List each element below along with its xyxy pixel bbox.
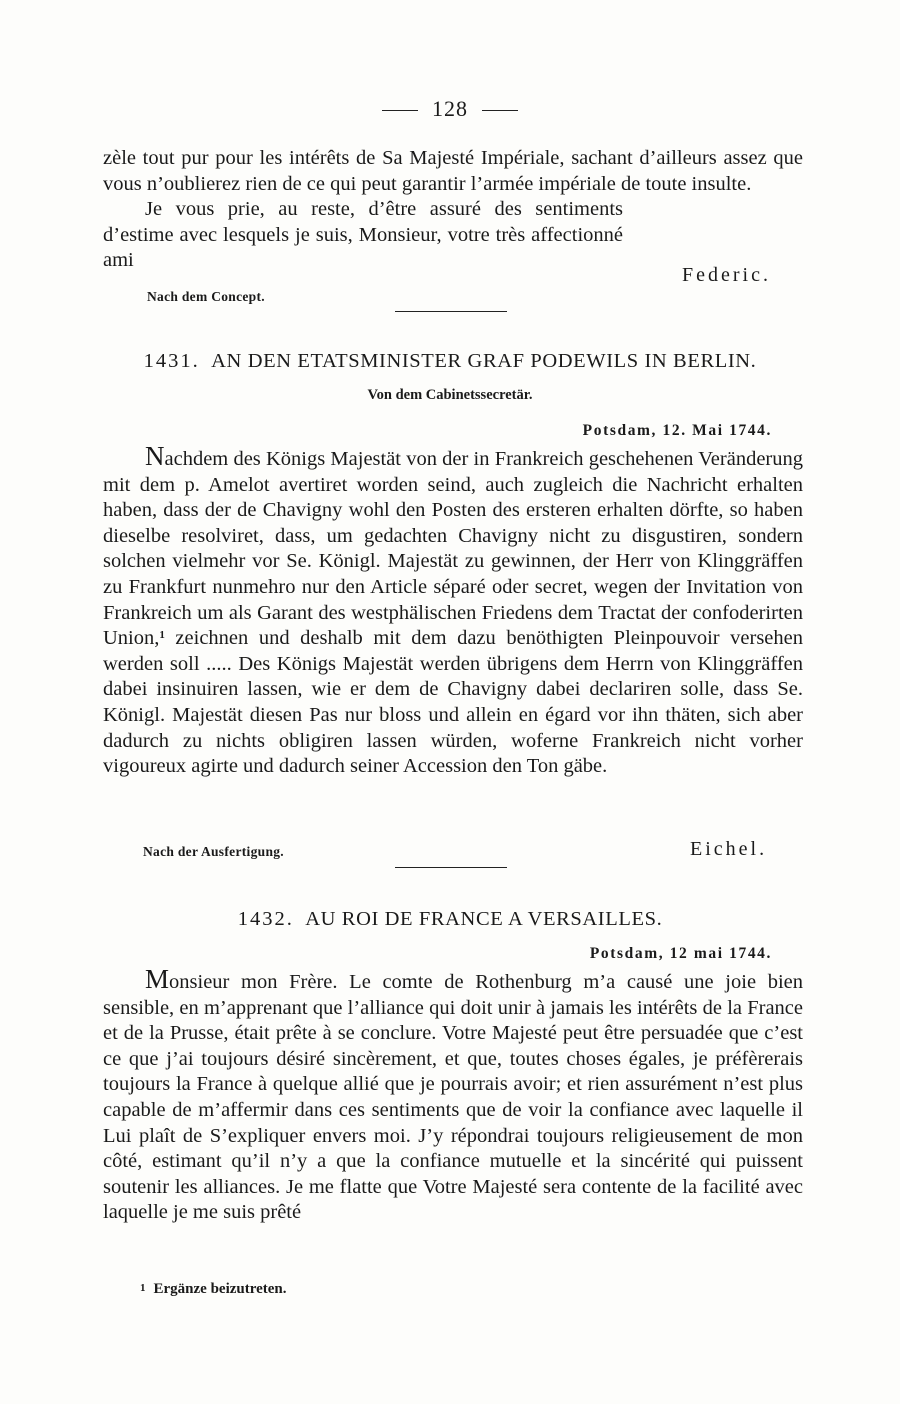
page-number: 128: [0, 96, 900, 122]
letter-1431-body: [103, 441, 803, 780]
section-divider-1: [395, 311, 507, 312]
page-number-dash-right: [482, 110, 518, 111]
letter-1432-body: [103, 964, 803, 1226]
section-divider-2: [395, 867, 507, 868]
letter-1432-number: 1432.: [237, 908, 294, 930]
letter-1432-dateline: Potsdam, 12 mai 1744.: [589, 945, 772, 962]
letter-1431-number: 1431.: [143, 350, 200, 372]
footnote: [140, 1281, 287, 1298]
letter-1432-title: AU ROI DE FRANCE A VERSAILLES.: [305, 908, 663, 930]
page-number-dash-left: [382, 110, 418, 111]
letter-1431-initial: N: [145, 441, 165, 471]
footnote-mark: 1: [140, 1282, 146, 1294]
letter-1430-para-2: Je vous prie, au reste, d’être assuré des sentiments d’estime avec lesquels je suis, Monsieur, votre très affectionné ami: [103, 198, 623, 272]
letter-1430-para-1: zèle tout pur pour les intérêts de Sa Majesté Impériale, sachant d’ailleurs assez que vous n’oublierez rien de ce qui peut garantir l’armée impériale de toute insulte.: [103, 147, 803, 195]
footnote-text: Ergänze beizutreten.: [153, 1281, 287, 1297]
letter-1431-signature: Eichel.: [690, 838, 768, 860]
letter-1432-body-text: onsieur mon Frère. Le comte de Rothenburg m’a causé une joie bien sensible, en m’apprenant que l’alliance qui doit unir à jamais les intérêts de la France et de la Prusse, était prête à se conclure. Votre Majesté peut être persuadée que c’est ce que j’ai toujours désiré sincèrement, et que, toutes choses égales, je préfèrerais toujours la France à quelque allié que je pourrais avoir; et rien assurément n’est plus capable de m’affermir dans ces sentiments que de voir la confiance avec laquelle il Lui plaît de S’expliquer envers moi. J’y répondrai toujours religieusement de mon côté, estimant qu’il n’y a que la confiance mutuelle et la sincérité qui puissent soutenir les alliances. Je me flatte que Votre Majesté sera contente de la facilité avec laquelle je me suis prêté: [103, 971, 803, 1224]
footnote-reference: 1: [159, 629, 165, 642]
letter-1430-source-note: Nach dem Concept.: [147, 289, 265, 304]
letter-1432-initial: M: [145, 964, 170, 994]
letter-1431-heading: [0, 350, 900, 373]
letter-1430-signature: Federic.: [682, 264, 771, 286]
letter-1431-title: AN DEN ETATSMINISTER GRAF PODEWILS IN BERLIN.: [211, 350, 757, 372]
letter-1431-body-a: achdem des Königs Majestät von der in Frankreich geschehenen Veränderung mit dem p. Amelot avertiret worden seind, auch zugleich die Nachricht erhalten haben, dass der de Chavigny wohl den Posten des ersteren erhalten dörfte, so haben dieselbe resolviret, dass, um gedachten Chavigny nicht zu disgustiren, sondern solchen vielmehr vor Se. Königl. Majestät zu gewinnen, der Herr von Klinggräffen zu Frankfurt nunmehro nur den Article séparé oder secret, wegen der Invitation von Frankreich um als Garant des westphälischen Friedens dem Tractat der confoderirten Union,: [103, 448, 803, 650]
letter-1431-subtitle: Von dem Cabinetssecretär.: [367, 387, 533, 403]
letter-1431-body-b: zeichnen und deshalb mit dem dazu benöthigten Pleinpouvoir versehen werden soll ..... Des Königs Majestät werden übrigens dem Herrn von Klinggräffen dabei insinuiren lassen, wie er dem de Chavigny dabei declariren solle, dass Se. Königl. Majestät diesen Pas nur bloss und allein en égard vor ihn thäten, sich aber dadurch zu nichts obligiren lassen würden, woferne Frankreich nicht vorher vigoureux agirte und dadurch seiner Accession den Ton gäbe.: [103, 627, 803, 778]
letter-1432-heading: [0, 908, 900, 931]
letter-1430-tail: [103, 146, 803, 274]
letter-1431-source-note: Nach der Ausfertigung.: [143, 844, 284, 859]
letter-1431-dateline: Potsdam, 12. Mai 1744.: [582, 422, 772, 439]
